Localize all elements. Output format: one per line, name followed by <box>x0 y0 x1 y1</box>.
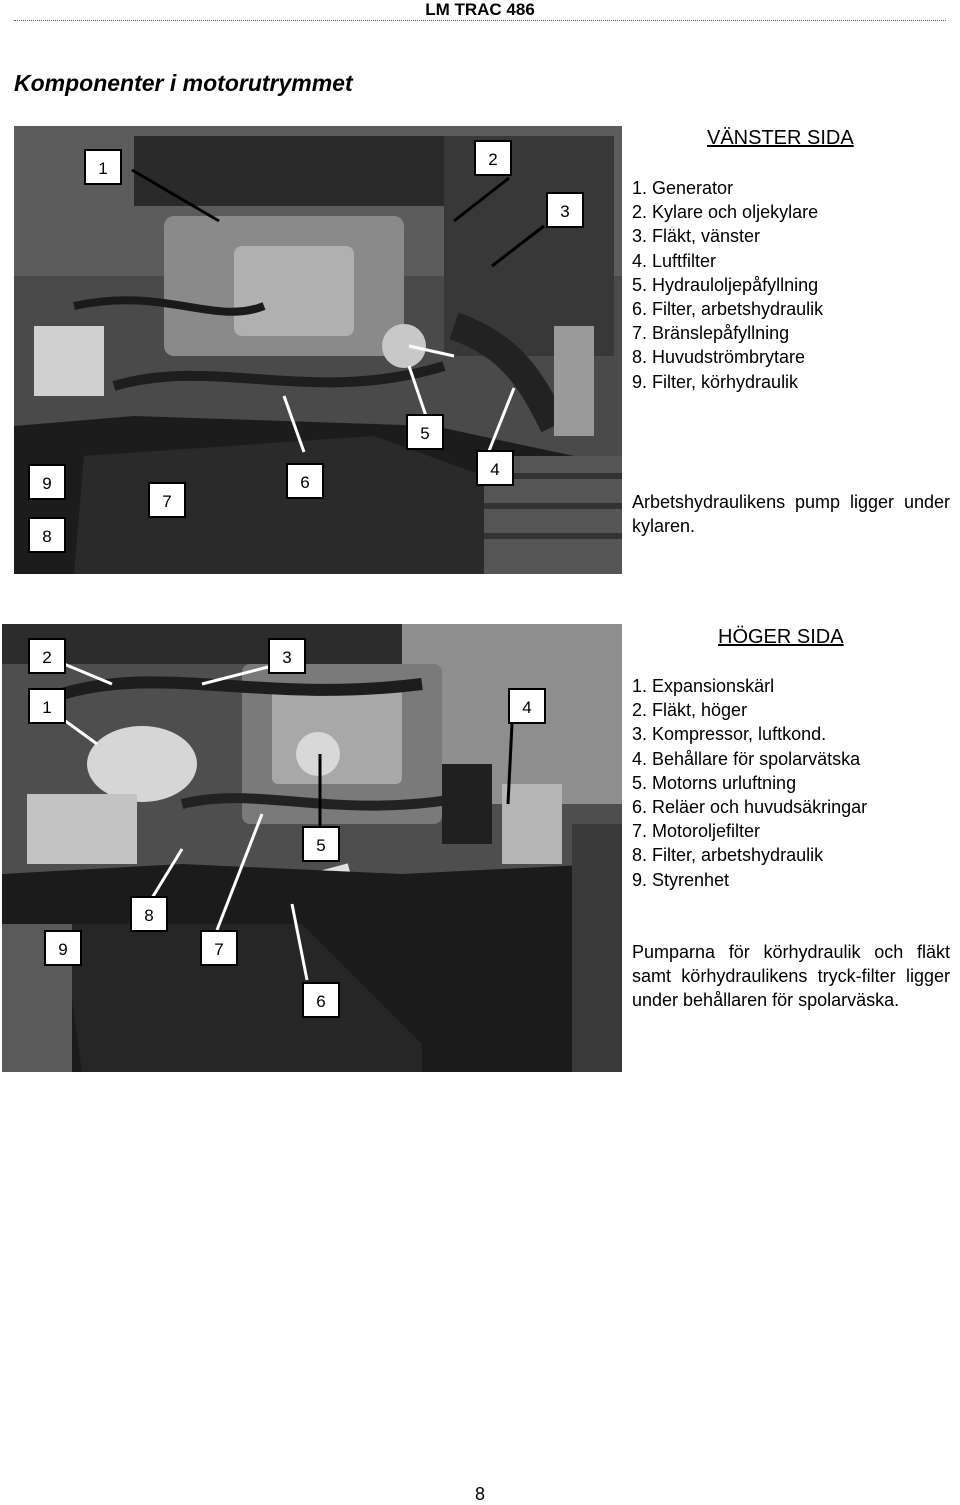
callout-left-3: 3 <box>546 192 584 228</box>
callout-right-7: 7 <box>200 930 238 966</box>
list-item: 8. Filter, arbetshydraulik <box>632 845 824 866</box>
section-title: Komponenter i motorutrymmet <box>14 70 353 96</box>
callout-left-8: 8 <box>28 517 66 553</box>
callout-left-2: 2 <box>474 140 512 176</box>
callout-right-1: 1 <box>28 688 66 724</box>
list-item: 2. Kylare och oljekylare <box>632 202 819 223</box>
callout-right-4: 4 <box>508 688 546 724</box>
left-side-heading: VÄNSTER SIDA <box>707 127 854 149</box>
list-item: 3. Fläkt, vänster <box>632 226 761 247</box>
left-side-components-list <box>632 176 823 394</box>
page-number: 8 <box>474 1484 485 1504</box>
list-item: 7. Bränslepåfyllning <box>632 323 790 344</box>
list-item: 8. Huvudströmbrytare <box>632 347 806 368</box>
callout-left-7: 7 <box>148 482 186 518</box>
list-item: 7. Motoroljefilter <box>632 821 761 842</box>
engine-photo-left-side <box>14 126 622 574</box>
right-side-components-list <box>632 674 867 892</box>
header-divider <box>14 20 946 21</box>
list-item: 4. Behållare för spolarvätska <box>632 748 861 769</box>
right-side-note: Pumparna för körhydraulik och fläkt samt körhydraulikens tryck-filter ligger under behållaren för spolarväska. <box>632 942 950 1011</box>
callout-right-9: 9 <box>44 930 82 966</box>
list-item: 4. Luftfilter <box>632 250 717 271</box>
list-item: 6. Filter, arbetshydraulik <box>632 299 824 320</box>
callout-left-5: 5 <box>406 414 444 450</box>
left-side-note: Arbetshydraulikens pump ligger under kylaren. <box>632 492 950 537</box>
callout-left-9: 9 <box>28 464 66 500</box>
callout-left-4: 4 <box>476 450 514 486</box>
callout-right-5: 5 <box>302 826 340 862</box>
list-item: 1. Expansionskärl <box>632 676 775 696</box>
running-header: LM TRAC 486 <box>425 0 535 19</box>
list-item: 6. Reläer och huvudsäkringar <box>632 797 868 818</box>
callout-right-6: 6 <box>302 982 340 1018</box>
callout-right-8: 8 <box>130 896 168 932</box>
callout-left-6: 6 <box>286 463 324 499</box>
list-item: 1. Generator <box>632 178 734 198</box>
list-item: 2. Fläkt, höger <box>632 700 748 721</box>
callout-right-3: 3 <box>268 638 306 674</box>
list-item: 5. Motorns urluftning <box>632 772 797 793</box>
list-item: 9. Filter, körhydraulik <box>632 371 799 392</box>
callout-right-2: 2 <box>28 638 66 674</box>
callout-left-1: 1 <box>84 149 122 185</box>
list-item: 5. Hydrauloljepåfyllning <box>632 274 819 295</box>
list-item: 9. Styrenhet <box>632 869 730 890</box>
right-side-heading: HÖGER SIDA <box>718 626 844 648</box>
list-item: 3. Kompressor, luftkond. <box>632 724 827 745</box>
